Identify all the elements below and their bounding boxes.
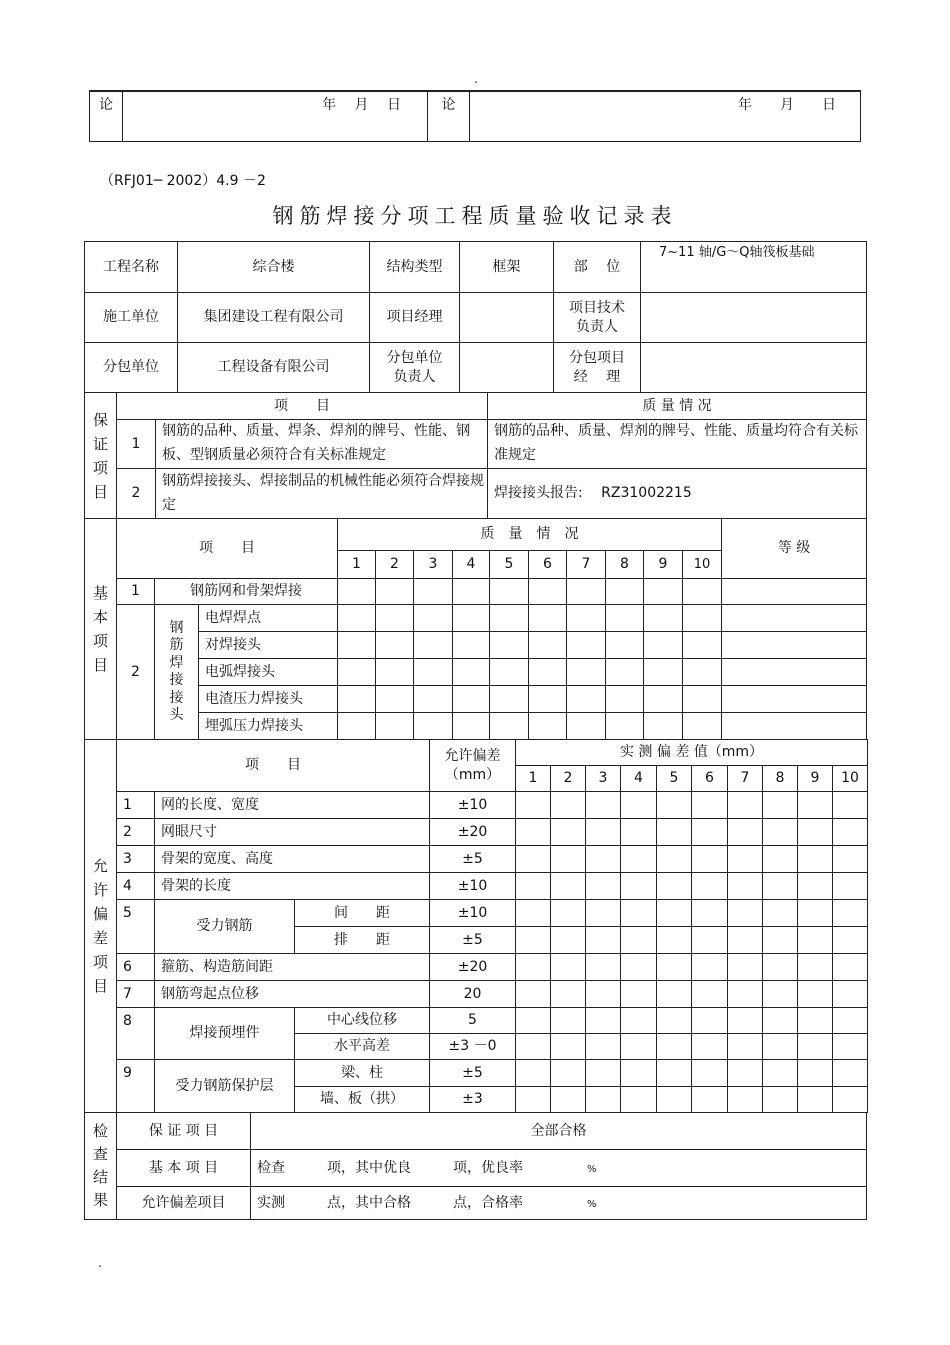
dev-no: 2	[117, 819, 155, 846]
dev-col: 3	[586, 766, 621, 792]
sub-resp-value	[460, 343, 554, 393]
dev-item: 网眼尺寸	[155, 819, 430, 846]
dev-allow: ±10	[430, 792, 516, 819]
page-title: 钢筋焊接分项工程质量验收记录表	[272, 204, 678, 228]
basic-col: 5	[490, 551, 529, 579]
check-basic-label: 基 本 项 目	[117, 1150, 251, 1187]
dev-allow: 5	[430, 1008, 516, 1034]
check-deviation-value: 实测 点，其中合格 点，合格率 %	[251, 1187, 867, 1220]
dev-no: 1	[117, 792, 155, 819]
header-dot: .	[474, 72, 478, 86]
guarantee-no: 2	[117, 469, 156, 519]
part-label: 部 位	[554, 242, 641, 293]
dev-no: 3	[117, 846, 155, 873]
dev-allow: ±20	[430, 819, 516, 846]
check-basic-value: 检查 项，其中优良 项，优良率 %	[251, 1150, 867, 1187]
dev-col: 4	[621, 766, 657, 792]
basic-row2-no: 2	[117, 605, 155, 740]
check-guarantee-label: 保 证 项 目	[117, 1113, 251, 1150]
info-table	[84, 241, 867, 393]
basic-quality-header: 质 量 情 况	[338, 519, 722, 551]
guarantee-quality-header: 质 量 情 况	[488, 393, 867, 420]
form-code: （RFJ01─ 2002）4.9 －2	[100, 173, 266, 189]
dev-allow: ±5	[430, 846, 516, 873]
basic-row1-no: 1	[117, 579, 155, 605]
guarantee-item: 钢筋的品种、质量、焊条、焊剂的牌号、性能、钢板、型钢质量必须符合有关标准规定	[156, 420, 488, 469]
sub-resp-label: 分包单位 负责人	[370, 343, 460, 393]
right-label: 论	[428, 91, 470, 141]
basic-col: 1	[338, 551, 376, 579]
part-value: 7~11 轴/G～Q轴筏板基础	[641, 242, 867, 293]
dev-allow: 20	[430, 981, 516, 1008]
dev-no: 9	[117, 1060, 155, 1113]
sub-pm-value	[641, 343, 867, 393]
sub-pm-label: 分包项目 经 理	[554, 343, 641, 393]
basic-row2-item: 电焊焊点	[199, 605, 338, 632]
basic-col: 9	[644, 551, 683, 579]
contractor-label: 施工单位	[85, 293, 178, 343]
dev-allow: ±20	[430, 954, 516, 981]
dev-no: 7	[117, 981, 155, 1008]
basic-col: 3	[414, 551, 453, 579]
structure-label: 结构类型	[370, 242, 460, 293]
basic-row2-item: 对焊接头	[199, 632, 338, 659]
dev-col: 9	[798, 766, 833, 792]
structure-value: 框架	[460, 242, 554, 293]
main-form	[84, 241, 866, 1220]
dev-no: 8	[117, 1008, 155, 1060]
deviation-table	[84, 739, 868, 1113]
dev-item: 钢筋弯起点位移	[155, 981, 430, 1008]
signature-strip	[89, 90, 861, 142]
check-side: 检 查 结 果	[85, 1113, 117, 1220]
sub-label: 分包单位	[85, 343, 178, 393]
basic-table	[84, 518, 867, 740]
dev-col: 1	[516, 766, 551, 792]
dev-item: 骨架的长度	[155, 873, 430, 900]
project-name-label: 工程名称	[85, 242, 178, 293]
guarantee-table	[84, 392, 867, 519]
basic-col: 4	[453, 551, 490, 579]
basic-col: 6	[529, 551, 567, 579]
basic-row2-group: 钢 筋 焊 接 接 头	[155, 605, 199, 740]
contractor-value: 集团建设工程有限公司	[178, 293, 370, 343]
pm-label: 项目经理	[370, 293, 460, 343]
basic-row2-item: 埋弧压力焊接头	[199, 713, 338, 740]
dev-allow: ±5	[430, 927, 516, 954]
tech-label: 项目技术 负责人	[554, 293, 641, 343]
basic-row2-item: 电渣压力焊接头	[199, 686, 338, 713]
right-date: 年 月 日	[470, 91, 861, 141]
deviation-side: 允 许 偏 差 项 目	[85, 740, 117, 1113]
guarantee-side: 保 证 项 目	[85, 393, 117, 519]
dev-item: 箍筋、构造筋间距	[155, 954, 430, 981]
dev-item: 受力钢筋	[155, 900, 295, 954]
dev-item: 骨架的宽度、高度	[155, 846, 430, 873]
dev-sub: 水平高差	[295, 1034, 430, 1060]
dev-sub: 中心线位移	[295, 1008, 430, 1034]
deviation-allow-header: 允许偏差 （mm）	[430, 740, 516, 792]
dev-col: 6	[692, 766, 728, 792]
dev-col: 5	[657, 766, 692, 792]
check-deviation-label: 允许偏差项目	[117, 1187, 251, 1220]
basic-col: 10	[683, 551, 722, 579]
check-table	[84, 1112, 867, 1220]
basic-item-header: 项 目	[117, 519, 338, 579]
basic-row2-item: 电弧焊接头	[199, 659, 338, 686]
dev-sub: 排 距	[295, 927, 430, 954]
dev-col: 2	[551, 766, 586, 792]
guarantee-item: 钢筋焊接接头、焊接制品的机械性能必须符合焊接规定	[156, 469, 488, 519]
basic-col: 8	[606, 551, 644, 579]
dev-no: 4	[117, 873, 155, 900]
dev-col: 7	[728, 766, 763, 792]
deviation-item-header: 项 目	[117, 740, 430, 792]
deviation-measured-header: 实 测 偏 差 值（mm）	[516, 740, 868, 766]
guarantee-item-header: 项 目	[117, 393, 488, 420]
dev-allow: ±5	[430, 1060, 516, 1087]
dev-allow: ±10	[430, 900, 516, 927]
dev-no: 5	[117, 900, 155, 954]
dev-allow: ±3	[430, 1087, 516, 1113]
sub-value: 工程设备有限公司	[178, 343, 370, 393]
dev-no: 6	[117, 954, 155, 981]
tech-value	[641, 293, 867, 343]
dev-col: 8	[763, 766, 798, 792]
basic-col: 2	[376, 551, 414, 579]
dev-sub: 墙、板（拱）	[295, 1087, 430, 1113]
basic-side: 基 本 项 目	[85, 519, 117, 740]
dev-item: 受力钢筋保护层	[155, 1060, 295, 1113]
dev-item: 焊接预埋件	[155, 1008, 295, 1060]
basic-row1-item: 钢筋网和骨架焊接	[155, 579, 338, 605]
dev-allow: ±10	[430, 873, 516, 900]
basic-grade-header: 等 级	[722, 519, 867, 579]
guarantee-no: 1	[117, 420, 156, 469]
guarantee-quality: 焊接接头报告: RZ31002215	[488, 469, 867, 519]
dev-col: 10	[833, 766, 868, 792]
project-name: 综合楼	[178, 242, 370, 293]
dev-allow: ±3 －0	[430, 1034, 516, 1060]
dev-sub: 梁、柱	[295, 1060, 430, 1087]
basic-col: 7	[567, 551, 606, 579]
check-guarantee-value: 全部合格	[251, 1113, 867, 1150]
left-label: 论	[90, 91, 123, 141]
guarantee-quality: 钢筋的品种、质量、焊剂的牌号、性能、质量均符合有关标准规定	[488, 420, 867, 469]
pm-value	[460, 293, 554, 343]
dev-item: 网的长度、宽度	[155, 792, 430, 819]
left-date: 年 月 日	[123, 91, 428, 141]
dev-sub: 间 距	[295, 900, 430, 927]
footer-dot: .	[98, 1256, 102, 1270]
